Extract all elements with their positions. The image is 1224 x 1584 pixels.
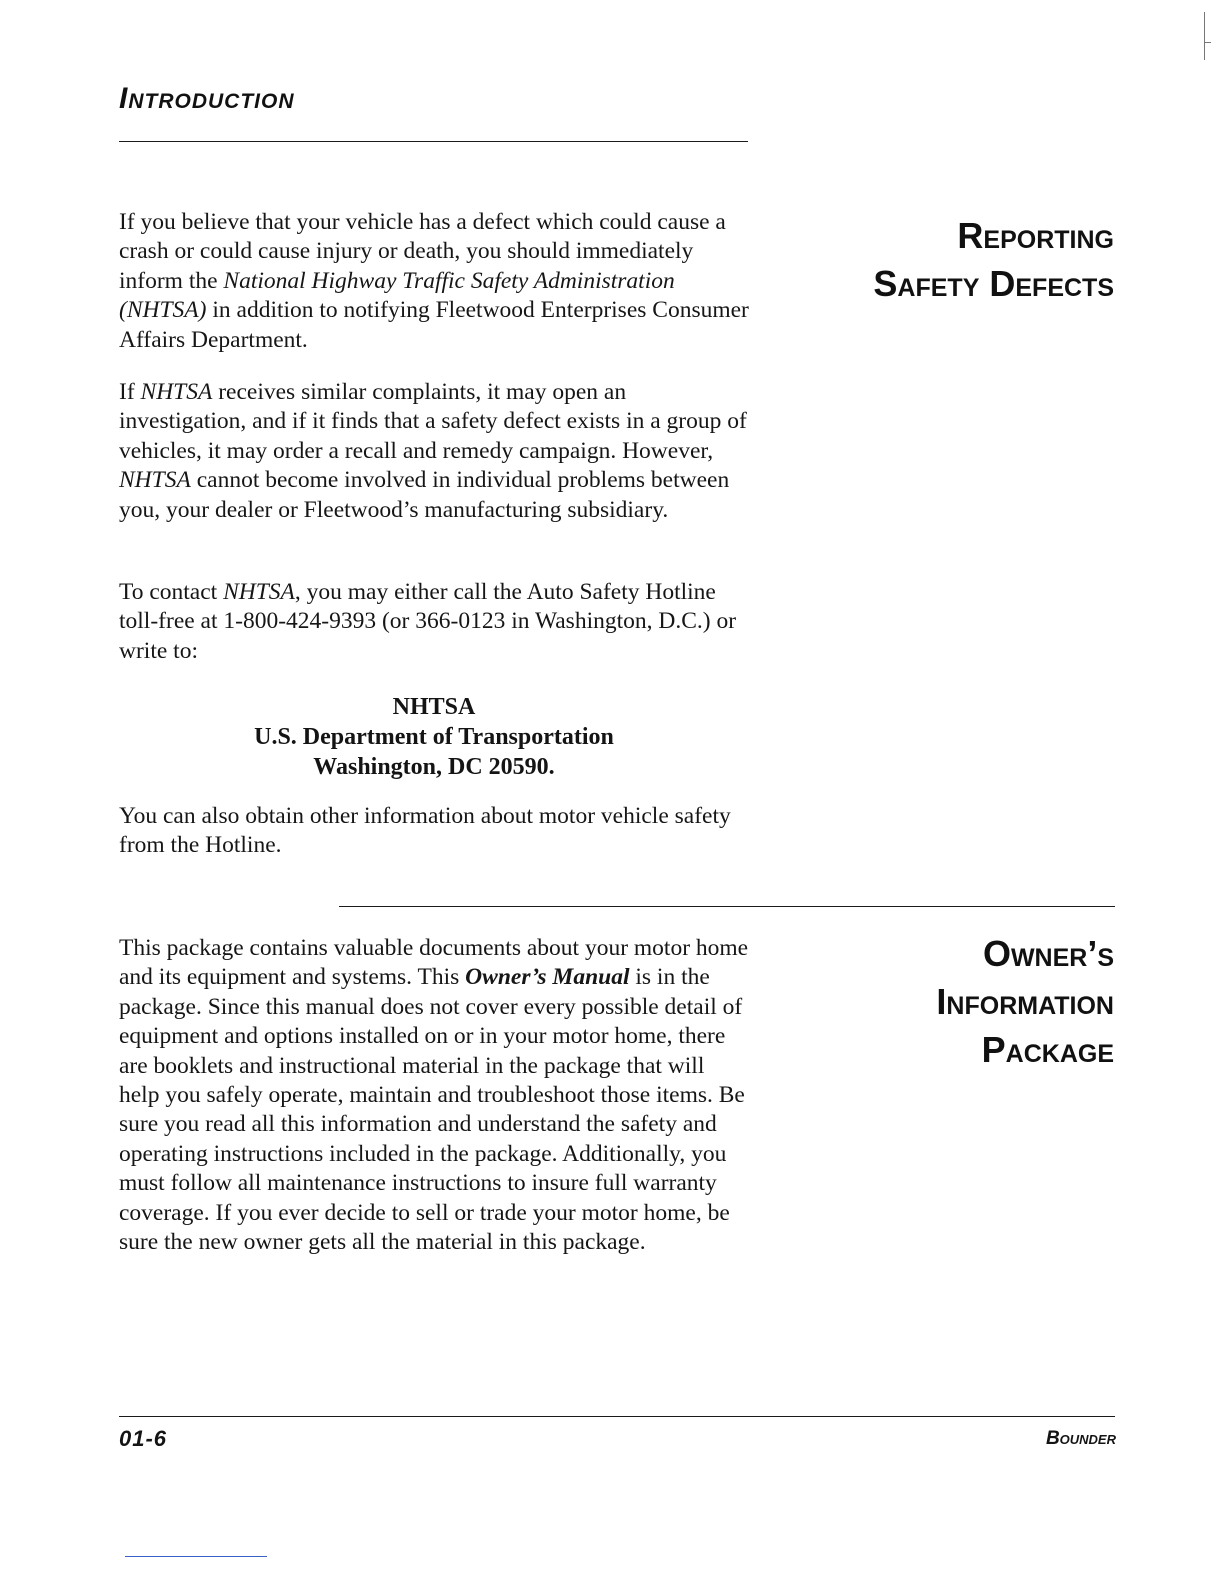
text-run: in addition to notifying Fleetwood Enterprises Consumer Affairs Department. (119, 297, 749, 353)
paragraph-hotline-info (119, 802, 749, 861)
text-run: You can also obtain other information about motor vehicle safety from the Hotline. (119, 803, 731, 859)
page-number: 01-6 (119, 1426, 168, 1451)
address-line: NHTSA (392, 694, 476, 720)
footer-rule (119, 1416, 1115, 1417)
paragraph-contact-nhtsa (119, 578, 749, 666)
paragraph-defect-report (119, 208, 749, 355)
emphasized-text: NHTSA (140, 379, 213, 405)
heading-line: Information (936, 981, 1114, 1022)
paragraph-owners-package (119, 934, 749, 1257)
heading-line: Package (981, 1029, 1114, 1070)
emphasized-text: NHTSA (223, 579, 295, 605)
heading-line: Owner’s (982, 933, 1114, 974)
text-run: cannot become involved in individual problems between you, your dealer or Fleetwood’s manufacturing subsidiary. (119, 467, 730, 523)
scan-edge-mark (1204, 12, 1211, 60)
paragraph-nhtsa-investigation (119, 378, 749, 525)
text-run: is in the package. Since this manual does not cover every possible detail of equipment and options installed on or in your motor home, there are booklets and instructional material in the package that will help you safely operate, maintain and troubleshoot those items. Be sure you read all this information and understand the safety and operating instructions included in the package. Additionally, you must follow all maintenance instructions to insure full warranty coverage. If you ever decide to sell or trade your motor home, be sure the new owner gets all the material in this package. (119, 964, 745, 1256)
chapter-title: Introduction (119, 82, 295, 115)
section-heading-owners-information-package (936, 930, 1114, 1074)
text-run: receives similar complaints, it may open an investigation, and if it finds that a safety defect exists in a group of vehicles, it may order a recall and remedy campaign. However, (119, 379, 747, 464)
address-line: Washington, DC 20590. (313, 754, 555, 780)
emphasized-text: Owner’s Manual (465, 964, 630, 991)
text-run: To contact (119, 579, 224, 605)
text-run: If you believe that your vehicle has a defect which could cause a crash or could cause injury or death, you should immediately inform the (119, 209, 726, 294)
heading-line: Safety Defects (873, 263, 1114, 304)
emphasized-text: NHTSA (119, 467, 191, 494)
text-run: If (119, 379, 141, 405)
section-divider-rule (339, 906, 1115, 907)
text-run: This package contains valuable documents about your motor home and its equipment and systems. This (119, 935, 749, 991)
footer-brand-name: Bounder (1045, 1428, 1116, 1449)
address-line: U.S. Department of Transportation (254, 724, 614, 750)
heading-line: Reporting (957, 215, 1114, 256)
header-rule (119, 141, 748, 142)
nhtsa-address-block (119, 692, 749, 782)
section-heading-reporting-safety-defects (873, 212, 1114, 308)
emphasized-text: National Highway Traffic Safety Administration (NHTSA) (119, 267, 675, 324)
text-run: , you may either call the Auto Safety Hotline toll-free at 1-800-424-9393 (or 366-0123 in Washington, D.C.) or write to: (119, 579, 737, 664)
scan-bottom-mark (125, 1556, 267, 1557)
